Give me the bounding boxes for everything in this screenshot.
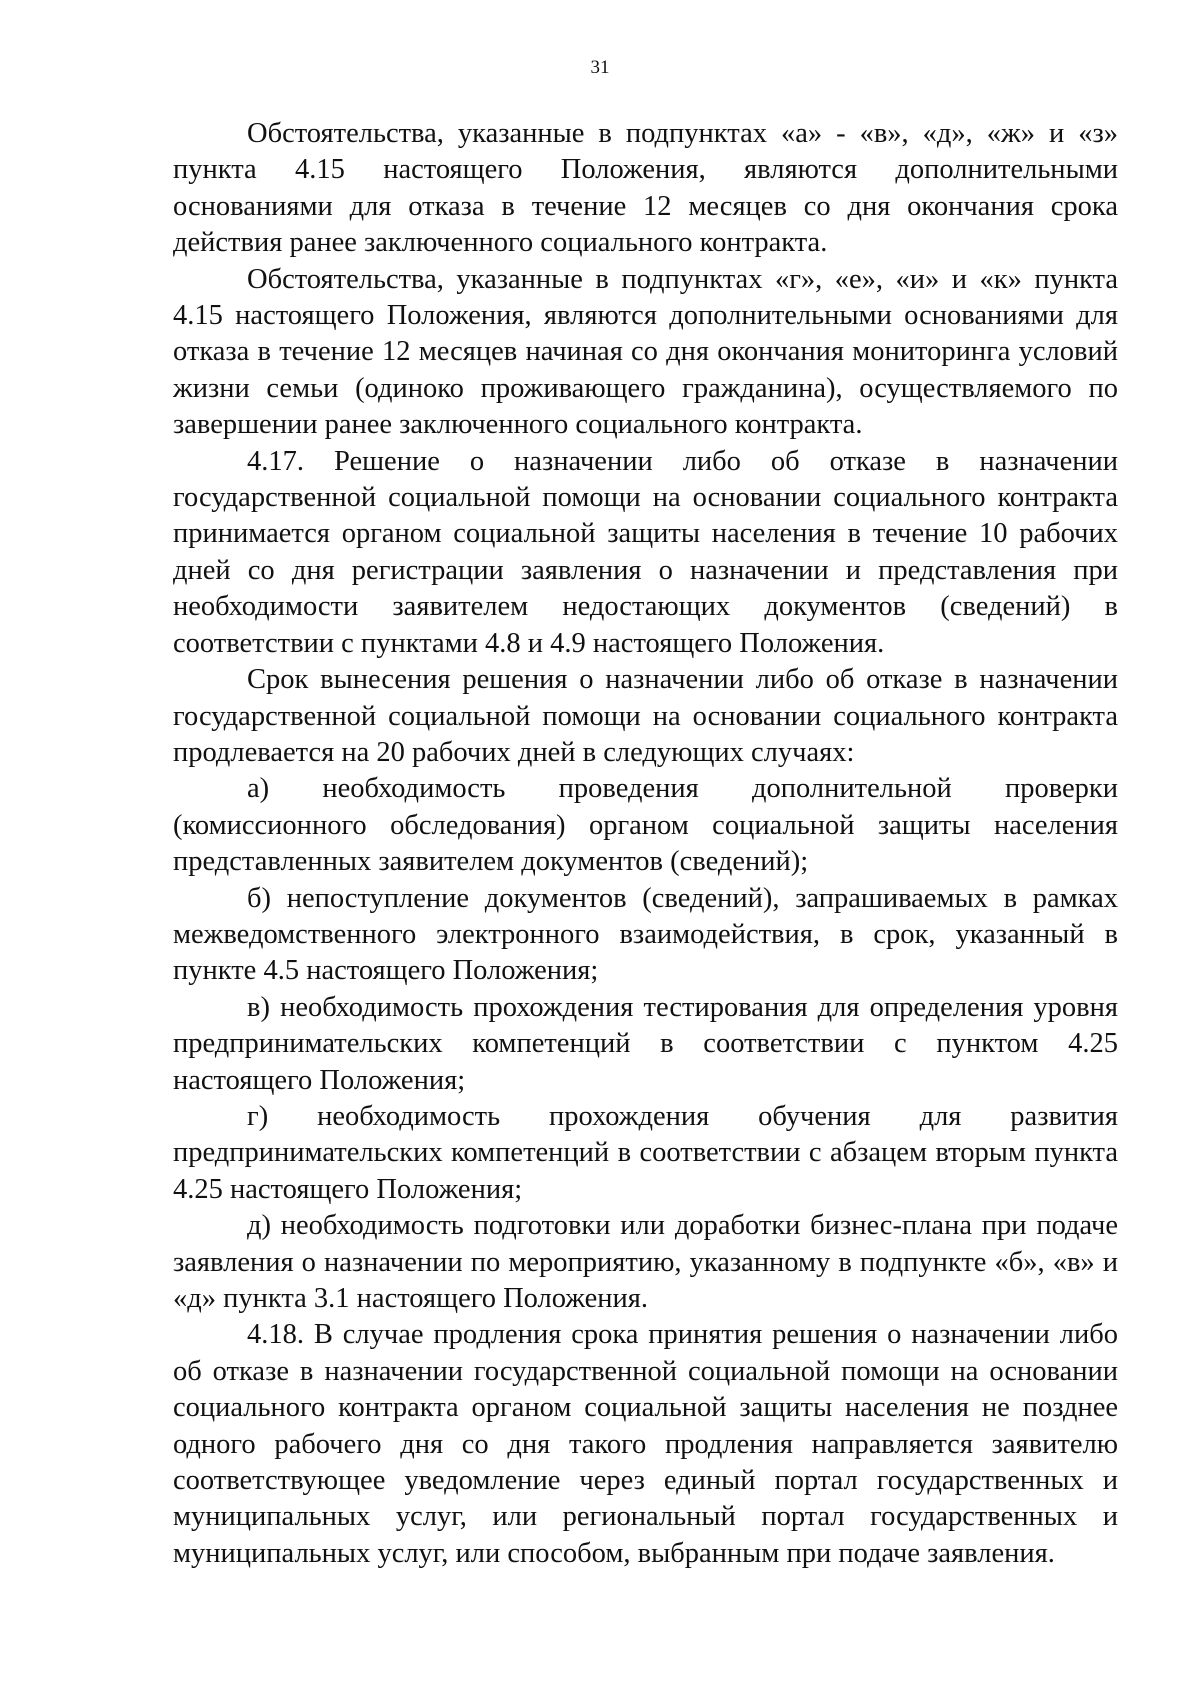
document-body [173, 116, 1118, 1572]
paragraph-extension-cases: Срок вынесения решения о назначении либо об отказе в назначении государственной социальной помощи на основании социального контракта продлевается на 20 рабочих дней в следующих случаях: [173, 664, 1118, 768]
paragraph-grounds-4-15-g: Обстоятельства, указанные в подпунктах «г», «е», «и» и «к» пункта 4.15 настоящего Положения, являются дополнительными основаниями для отказа в течение 12 месяцев начиная со дня окончания мониторинга условий жизни семьи (одиноко проживающего гражданина), осуществляемого по завершении ранее заключенного социального контракта. [173, 263, 1118, 441]
list-item-b: б) непоступление документов (сведений), запрашиваемых в рамках межведомственного электронного взаимодействия, в срок, указанный в пункте 4.5 настоящего Положения; [173, 882, 1118, 987]
paragraph-4-18: 4.18. В случае продления срока принятия решения о назначении либо об отказе в назначении государственной социальной помощи на основании социального контракта органом социальной защиты населения не позднее одного рабочего дня со дня такого продления направляется заявителю соответствующее уведомление через единый портал государственных и муниципальных услуг, или региональный портал государственных и муниципальных услуг, или способом, выбранным при подаче заявления. [173, 1319, 1118, 1569]
paragraph-grounds-4-15-a: Обстоятельства, указанные в подпунктах «а» - «в», «д», «ж» и «з» пункта 4.15 настоящего Положения, являются дополнительными основаниями для отказа в течение 12 месяцев со дня окончания срока действия ранее заключенного социального контракта. [173, 118, 1118, 259]
paragraph-4-17: 4.17. Решение о назначении либо об отказе в назначении государственной социальной помощи на основании социального контракта принимается органом социальной защиты населения в течение 10 рабочих дней со дня регистрации заявления о назначении и представления при необходимости заявителем недостающих документов (сведений) в соответствии с пунктами 4.8 и 4.9 настоящего Положения. [173, 445, 1118, 659]
list-item-a: а) необходимость проведения дополнительной проверки (комиссионного обследования) органом социальной защиты населения представленных заявителем документов (сведений); [173, 773, 1118, 878]
list-item-v: в) необходимость прохождения тестирования для определения уровня предпринимательских компетенций в соответствии с пунктом 4.25 настоящего Положения; [173, 991, 1118, 1096]
list-item-d: д) необходимость подготовки или доработки бизнес-плана при подаче заявления о назначении по мероприятию, указанному в подпункте «б», «в» и «д» пункта 3.1 настоящего Положения. [173, 1210, 1118, 1314]
page-number: 31 [590, 57, 610, 78]
list-item-g: г) необходимость прохождения обучения для развития предпринимательских компетенций в соответствии с абзацем вторым пункта 4.25 настоящего Положения; [173, 1100, 1118, 1205]
